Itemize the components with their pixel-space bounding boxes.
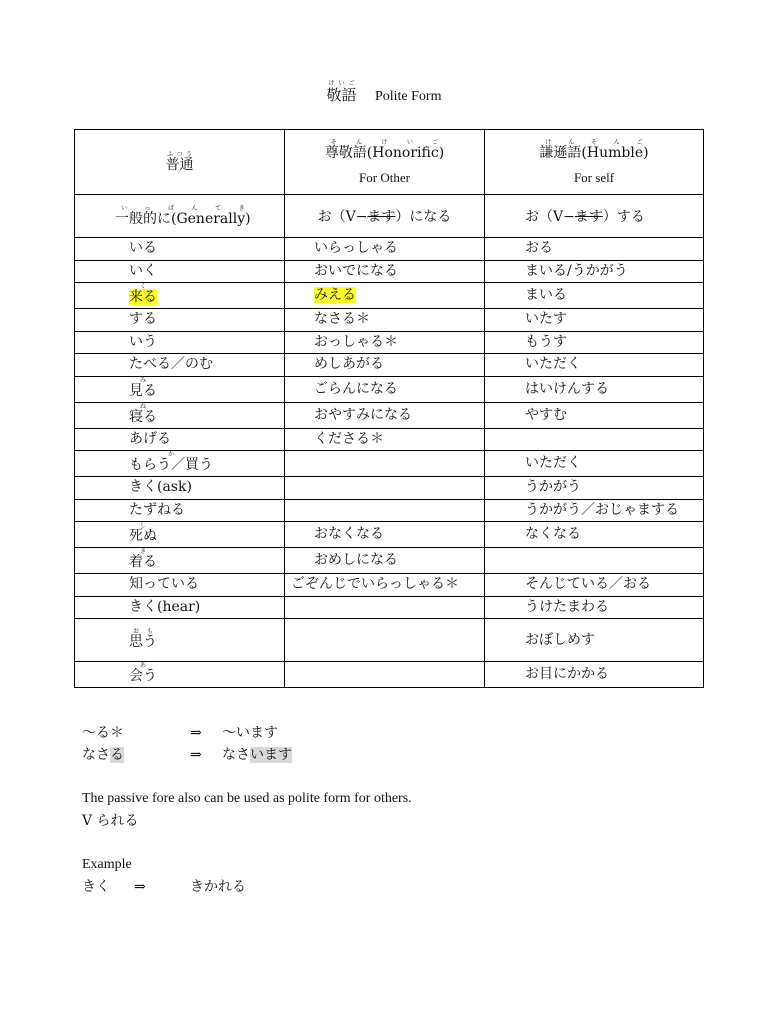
cell-honorific (285, 596, 485, 619)
table-row (75, 451, 704, 477)
cell-plain: たべる／のむ (75, 354, 285, 377)
table-row (75, 260, 704, 283)
table-row (75, 477, 704, 500)
table-row (75, 499, 704, 522)
cell-humble: はいけんする (485, 376, 704, 402)
cell-plain: もらう／買うか (75, 451, 285, 477)
table-row (75, 238, 704, 261)
cell-honorific: ごらんになる (285, 376, 485, 402)
cell-humble: いただく (485, 451, 704, 477)
table-row (75, 283, 704, 309)
cell-plain: 来るく (75, 283, 285, 309)
cell-humble: なくなる (485, 522, 704, 548)
table-header-row (75, 130, 704, 195)
header-plain: 普通ふつう (75, 130, 285, 195)
cell-plain: 死ぬし (75, 522, 285, 548)
cell-humble: いただく (485, 354, 704, 377)
pattern-plain: 一般的に(Generally)いっぱんてき (75, 195, 285, 238)
cell-humble: やすむ (485, 402, 704, 428)
cell-plain: たずねる (75, 499, 285, 522)
header-humble: 謙遜語(Humble)けんそんご For self (485, 130, 704, 195)
cell-plain: 思うおも (75, 619, 285, 662)
example-label: Example (82, 857, 132, 872)
cell-humble: まいる/うかがう (485, 260, 704, 283)
passive-form: V られる (82, 813, 139, 829)
cell-honorific: おめしになる (285, 548, 485, 574)
table-row (75, 596, 704, 619)
cell-plain: 会うあ (75, 662, 285, 688)
cell-honorific: おやすみになる (285, 402, 485, 428)
table-row (75, 376, 704, 402)
cell-plain: 見るみ (75, 376, 285, 402)
table-row (75, 662, 704, 688)
cell-plain: いく (75, 260, 285, 283)
notes-section (82, 722, 412, 898)
cell-honorific: みえる (285, 283, 485, 309)
cell-honorific: おっしゃる＊ (285, 331, 485, 354)
rule-line: 〜る＊ ⇒ 〜います (82, 725, 278, 741)
cell-honorific: おいでになる (285, 260, 485, 283)
page-title (0, 80, 768, 105)
cell-humble (485, 548, 704, 574)
cell-plain: する (75, 309, 285, 332)
table-row (75, 354, 704, 377)
cell-honorific: ごぞんじでいらっしゃる＊ (285, 574, 485, 597)
table-row (75, 402, 704, 428)
pattern-humble: お（V−ます）する (485, 195, 704, 238)
cell-plain: きく(ask) (75, 477, 285, 500)
cell-humble: もうす (485, 331, 704, 354)
cell-humble: うけたまわる (485, 596, 704, 619)
table-row (75, 619, 704, 662)
cell-honorific: めしあがる (285, 354, 485, 377)
cell-plain: いう (75, 331, 285, 354)
table-row (75, 574, 704, 597)
pattern-honorific: お（V−ます）になる (285, 195, 485, 238)
cell-humble: おる (485, 238, 704, 261)
cell-humble: そんじている／おる (485, 574, 704, 597)
cell-plain: 着るき (75, 548, 285, 574)
cell-honorific (285, 662, 485, 688)
header-honorific: 尊敬語(Honorific)そんけいご For Other (285, 130, 485, 195)
cell-honorific: いらっしゃる (285, 238, 485, 261)
cell-honorific: なさる＊ (285, 309, 485, 332)
polite-form-table (74, 129, 704, 688)
passive-note: The passive fore also can be used as polite form for others. (82, 791, 412, 806)
cell-honorific (285, 451, 485, 477)
table-row (75, 548, 704, 574)
cell-humble: うかがう／おじゃまする (485, 499, 704, 522)
cell-plain: 寝るね (75, 402, 285, 428)
cell-humble (485, 428, 704, 451)
cell-humble: まいる (485, 283, 704, 309)
cell-humble: いたす (485, 309, 704, 332)
cell-honorific (285, 619, 485, 662)
cell-plain: 知っている (75, 574, 285, 597)
table-row (75, 522, 704, 548)
title-en: Polite Form (374, 89, 442, 104)
cell-humble: お目にかかる (485, 662, 704, 688)
rule-example-line: なさる ⇒ なさいます (82, 747, 292, 763)
cell-humble: うかがう (485, 477, 704, 500)
title-jp: 敬語けいご (326, 80, 357, 104)
cell-honorific: くださる＊ (285, 428, 485, 451)
cell-plain: あげる (75, 428, 285, 451)
cell-plain: いる (75, 238, 285, 261)
table-row (75, 428, 704, 451)
cell-honorific (285, 499, 485, 522)
cell-plain: きく(hear) (75, 596, 285, 619)
example-line: きく ⇒ きかれる (82, 879, 246, 895)
table-row (75, 309, 704, 332)
cell-honorific (285, 477, 485, 500)
cell-honorific: おなくなる (285, 522, 485, 548)
table-row (75, 331, 704, 354)
cell-humble: おぼしめす (485, 619, 704, 662)
pattern-row (75, 195, 704, 238)
